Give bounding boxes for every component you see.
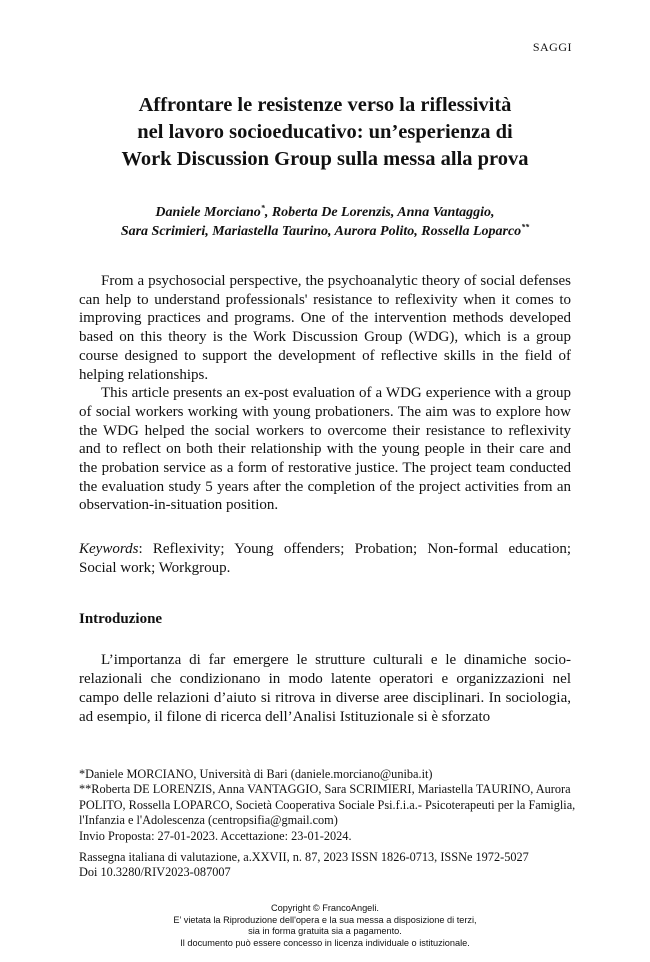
footnote: *Daniele MORCIANO, Università di Bari (daniele.morciano@uniba.it) — [79, 767, 433, 781]
author-names: , Roberta De Lorenzis, Anna Vantaggio, — [264, 205, 495, 220]
footnote: **Roberta DE LORENZIS, Anna VANTAGGIO, Sara SCRIMIERI, Mariastella TAURINO, Aurora POLITO, Rossella LOPARCO, Società Cooperativa Sociale Psi.f.i.a.- Psicoterapeuti per la Famiglia, l'Infanzia e l'Adolescenza (centropsifia@gmail.com) — [79, 782, 576, 828]
paper-title — [60, 92, 590, 173]
footnote-mark: ** — [521, 222, 530, 232]
submission-dates: Invio Proposta: 27-01-2023. Accettazione: 23-01-2024. — [79, 828, 352, 843]
footnote-mark: * — [260, 203, 265, 213]
section-label: SAGGI — [532, 40, 572, 54]
journal-citation — [79, 850, 579, 881]
title-line: nel lavoro socioeducativo: un’esperienza di — [137, 121, 513, 143]
author-list — [40, 203, 610, 241]
footnotes — [79, 767, 579, 844]
author-line — [40, 222, 610, 241]
abstract-paragraph: From a psychosocial perspective, the psychoanalytic theory of social defenses can help to understand professionals' resistance to reflexivity when it comes to improving practices and programs. One of the intervention methods developed based on this theory is the Work Discussion Group (WDG), which is a group course designed to support the development of reflective skills in the field of helping relationships. — [79, 273, 571, 383]
title-line: Work Discussion Group sulla messa alla prova — [121, 148, 529, 170]
section-heading: Introduzione — [79, 611, 163, 627]
title-line: Affrontare le resistenze verso la riflessività — [138, 94, 512, 116]
body-paragraph: L’importanza di far emergere le strutture culturali e le dinamiche socio-relazionali che condizionano in modo latente operatori e organizzazioni nel campo delle relazioni d’aiuto si ritrova in diverse aree disciplinari. In sociologia, ad esempio, il filone di ricerca dell’Analisi Istituzionale si è sforzato — [79, 652, 571, 725]
copyright-line: Copyright © FrancoAngeli. — [271, 903, 379, 913]
copyright-line: Il documento può essere concesso in licenza individuale o istituzionale. — [180, 937, 470, 948]
doi-line: Doi 10.3280/RIV2023-087007 — [79, 865, 231, 880]
keywords-label: Keywords — [79, 541, 139, 557]
abstract — [79, 272, 571, 515]
author-name: Daniele Morciano — [155, 205, 261, 220]
abstract-paragraph: This article presents an ex-post evaluation of a WDG experience with a group of social workers working with young probationers. The aim was to explore how the WDG helped the social workers to overcome their resistance to reflexivity and to reflect on both their relationship with the young people in their care and the probation service as a form of restorative justice. The project team conducted the evaluation study 5 years after the completion of the project activities from an observation-in-situation position. — [79, 385, 571, 514]
copyright-line: E’ vietata la Riproduzione dell'opera e la sua messa a disposizione di terzi, — [173, 914, 477, 925]
author-line — [40, 203, 610, 222]
copyright-notice — [75, 903, 575, 949]
citation-line: Rassegna italiana di valutazione, a.XXVII, n. 87, 2023 ISSN 1826-0713, ISSNe 1972-5027 — [79, 850, 529, 864]
keywords — [79, 540, 571, 578]
author-names: Sara Scrimieri, Mariastella Taurino, Aurora Polito, Rossella Loparco — [120, 224, 522, 239]
copyright-line: sia in forma gratuita sia a pagamento. — [248, 926, 402, 937]
keywords-text: : Reflexivity; Young offenders; Probation; Non-formal education; Social work; Workgroup. — [79, 541, 571, 576]
